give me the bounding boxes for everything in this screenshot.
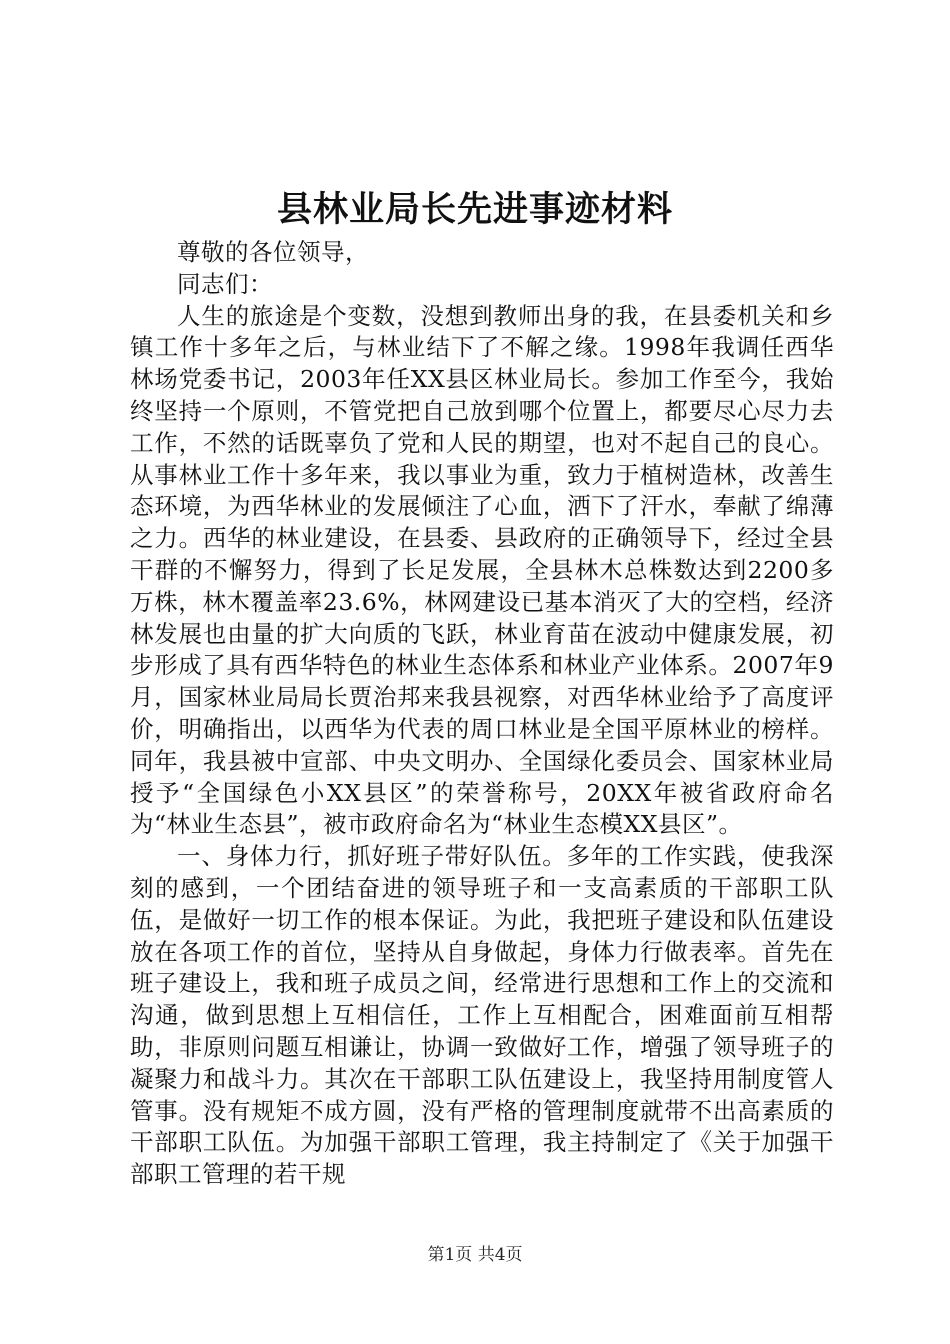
body-paragraph: 人生的旅途是个变数，没想到教师出身的我，在县委机关和乡镇工作十多年之后，与林业结下了不解之缘。1998年我调任西华林场党委书记，2003年任XX县区林业局长。参加工作至今，我始终坚持一个原则，不管党把自己放到哪个位置上，都要尽心尽力去工作，不然的话既辜负了党和人民的期望，也对不起自己的良心。从事林业工作十多年来，我以事业为重，致力于植树造林，改善生态环境，为西华林业的发展倾注了心血，洒下了汗水，奉献了绵薄之力。西华的林业建设，在县委、县政府的正确领导下，经过全县干群的不懈努力，得到了长足发展，全县林木总株数达到2200多万株，林木覆盖率23.6%，林网建设已基本消灭了大的空档，经济林发展也由量的扩大向质的飞跃，林业育苗在波动中健康发展，初步形成了具有西华特色的林业生态体系和林业产业体系。2007年9月，国家林业局局长贾治邦来我县视察，对西华林业给予了高度评价，明确指出，以西华为代表的周口林业是全国平原林业的榜样。同年，我县被中宣部、中央文明办、全国绿化委员会、国家林业局授予“全国绿色小XX县区”的荣誉称号，20XX年被省政府命名为“林业生态县”，被市政府命名为“林业生态模XX县区”。 [130,301,834,839]
page-number-footer: 第1页 共4页 [427,1245,523,1265]
salutation-line: 同志们： [177,269,273,298]
body-paragraph: 一、身体力行，抓好班子带好队伍。多年的工作实践，使我深刻的感到，一个团结奋进的领导班子和一支高素质的干部职工队伍，是做好一切工作的根本保证。为此，我把班子建设和队伍建设放在各项工作的首位，坚持从自身做起，身体力行做表率。首先在班子建设上，我和班子成员之间，经常进行思想和工作上的交流和沟通，做到思想上互相信任，工作上互相配合，困难面前互相帮助，非原则问题互相谦让，协调一致做好工作，增强了领导班子的凝聚力和战斗力。其次在干部职工队伍建设上，我坚持用制度管人管事。没有规矩不成方圆，没有严格的管理制度就带不出高素质的干部职工队伍。为加强干部职工管理，我主持制定了《关于加强干部职工管理的若干规 [130,842,834,1189]
salutation-line: 尊敬的各位领导， [177,238,369,266]
document-title: 县林业局长先进事迹材料 [276,189,673,230]
document-body [130,237,834,1191]
